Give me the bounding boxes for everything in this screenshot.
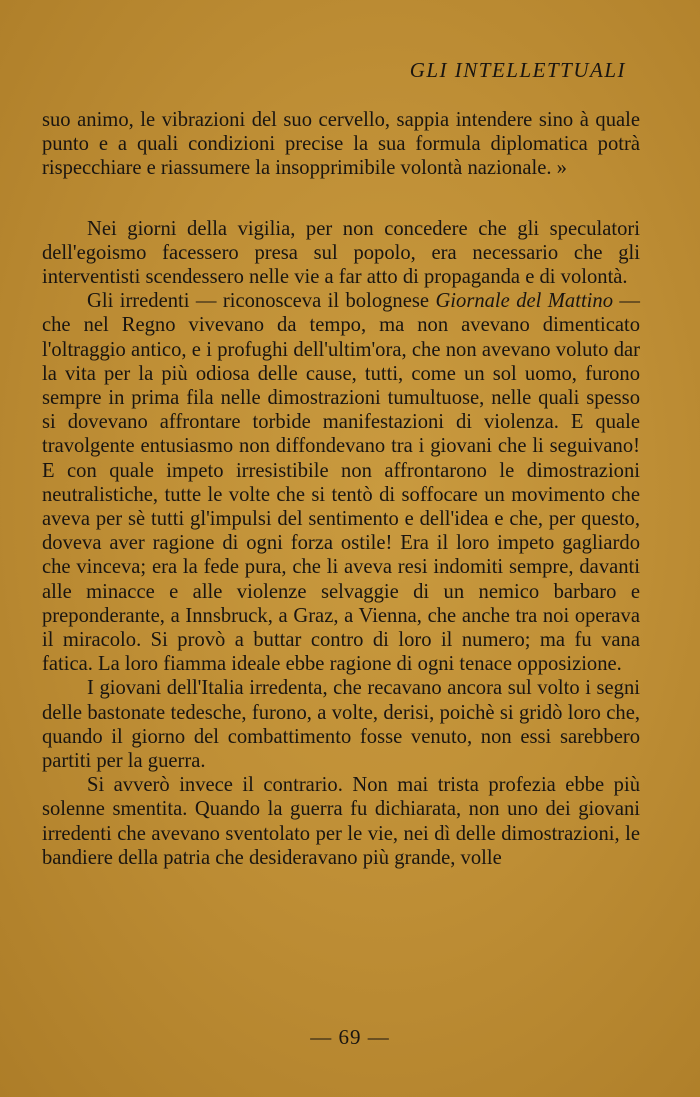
paragraph-3 [42, 289, 640, 676]
newspaper-title: Giornale del Mattino [435, 290, 613, 313]
page-number: — 69 — [310, 1025, 390, 1049]
paragraph-1: suo animo, le vibrazioni del suo cervello, sappia intendere sino à quale punto e a quali condizioni precise la sua formula diplomatica potrà rispecchiare e riassumere la insopprimibile volontà nazionale. » [42, 109, 640, 180]
paragraph-gap [42, 181, 640, 217]
body-text [42, 108, 640, 870]
paragraph-3-before: Gli irredenti — riconosceva il bolognese [87, 290, 436, 313]
running-head: GLI INTELLETTUALI [409, 58, 626, 82]
paragraph-5: Si avverò invece il contrario. Non mai trista profezia ebbe più solenne smentita. Quando la guerra fu dichiarata, non uno dei giovani irredenti che avevano sventolato per le vie, nei dì delle dimostrazioni, le bandiere della patria che desideravano più grande, volle [42, 774, 640, 869]
paragraph-3-after: — che nel Regno vivevano da tempo, ma non avevano dimenticato l'oltraggio antico, e i profughi dell'ultim'ora, che non avevano voluto dar la vita per la più odiosa delle cause, tutti, come un sol uomo, furono sempre in prima fila nelle dimostrazioni tumultuose, nelle quali spesso si dovevano affrontare torbide manifestazioni di violenza. E quale travolgente entusiasmo non diffondevano tra i giovani che li seguivano! E con quale impeto irresistibile non affrontarono le dimostrazioni neutralistiche, tutte le volte che si tentò di soffocare un movimento che aveva per sè tutti gl'impulsi del sentimento e dell'idea e che, per questo, doveva aver ragione di ogni forza ostile! Era il loro impeto gagliardo che vinceva; era la fede pura, che li aveva resi indomiti sempre, davanti alle minacce e alle violenze selvaggie di un nemico barbaro e preponderante, a Innsbruck, a Graz, a Vienna, che anche tra noi operava il miracolo. Si provò a buttar contro di loro il numero; ma fu vana fatica. La loro fiamma ideale ebbe ragione di ogni tenace opposizione. [42, 290, 641, 676]
paragraph-2: Nei giorni della vigilia, per non concedere che gli speculatori dell'egoismo facessero presa sul popolo, era necessario che gli interventisti scendessero nelle vie a far atto di propaganda e di volontà. [42, 217, 640, 289]
paragraph-4: I giovani dell'Italia irredenta, che recavano ancora sul volto i segni delle bastonate tedesche, furono, a volte, derisi, poichè si gridò loro che, quando il giorno del combattimento fosse venuto, non essi sarebbero partiti per la guerra. [42, 677, 640, 773]
